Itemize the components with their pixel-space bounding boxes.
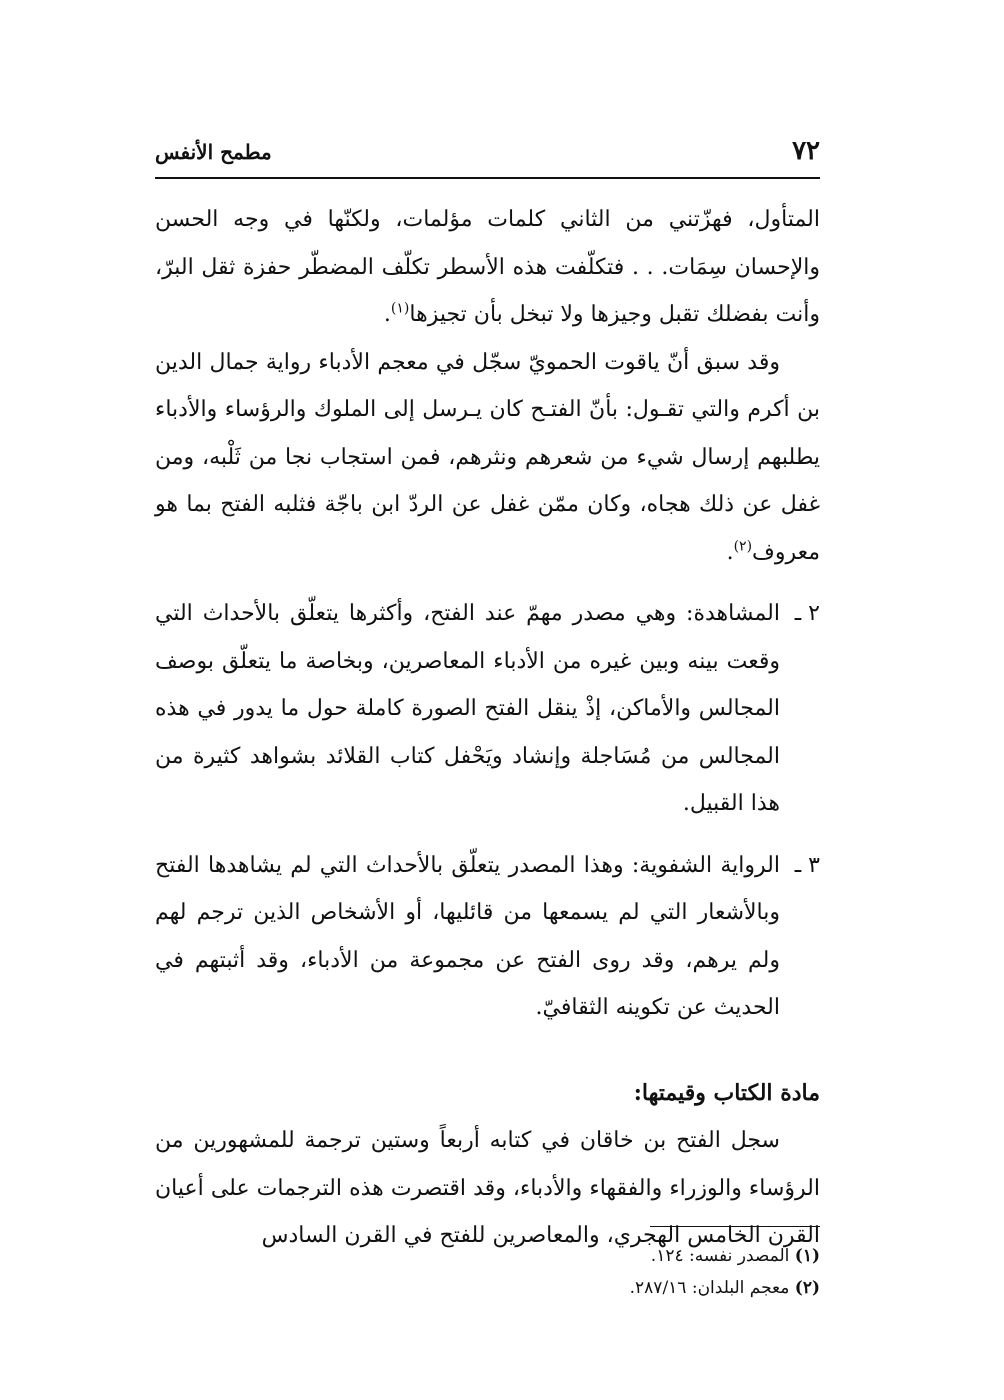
list-item-3 xyxy=(155,842,820,1032)
list-item-text: الرواية الشفوية: وهذا المصدر يتعلّق بالأحداث التي لم يشاهدها الفتح وبالأشعار التي لم يسمعها من قائليها، أو الأشخاص الذين ترجم لهم ولم يرهم، وقد روى الفتح عن مجموعة من الأدباء، وقد أثبتهم في الحديث عن تكوينه الثقافيّ. xyxy=(155,852,780,1020)
footnotes xyxy=(184,1240,820,1304)
page-header xyxy=(155,136,820,176)
list-number: ٣ ـ xyxy=(794,852,820,878)
section-heading: مادة الكتاب وقيمتها: xyxy=(633,1079,820,1106)
paragraph-3: سجل الفتح بن خاقان في كتابه أربعاً وستين ترجمة للمشهورين من الرؤساء والوزراء والفقهاء والأدباء، وقد اقتصرت هذه الترجمات على أعيان القرن الخامس الهجري، والمعاصرين للفتح في القرن السادس xyxy=(155,1128,820,1248)
list-item-2 xyxy=(155,590,820,828)
paragraph-1: المتأول، فهزّتني من الثاني كلمات مؤلمات، ولكنّها في وجه الحسن والإحسان سِمَات. . . فتكلّفت هذه الأسطر تكلّف المضطّر حفزة ثقل البرّ، وأنت بفضلك تقبل وجيزها ولا تبخل بأن تجيزها$^{(١)}$. xyxy=(155,207,820,327)
footnote-divider xyxy=(650,1226,820,1227)
paragraph-2: وقد سبق أنّ ياقوت الحمويّ سجّل في معجم الأدباء رواية جمال الدين بن أكرم والتي تقـول: بأنّ الفتـح كان يـرسل إلى الملوك والرؤساء والأدباء يطلبهم إرسال شيء من شعرهم ونثرهم، فمن استجاب نجا من ثَلْبه، ومن غفل عن ذلك هجاه، وكان ممّن غفل عن الردّ ابن باجّة فثلبه الفتح بما هو معروف$^{(٢)}$. xyxy=(155,349,820,565)
page-number: ٧٢ xyxy=(792,136,820,166)
footnote-ref-1: (١) xyxy=(390,300,410,317)
list-item-text: المشاهدة: وهي مصدر مهمّ عند الفتح، وأكثرها يتعلّق بالأحداث التي وقعت بينه وبين غيره من الأدباء المعاصرين، وبخاصة ما يتعلّق بوصف المجالس والأماكن، إذْ ينقل الفتح الصورة كاملة حول ما يدور في هذه المجالس من مُسَاجلة وإنشاد ويَحْفل كتاب القلائد بشواهد كثيرة من هذا القبيل. xyxy=(155,601,780,816)
running-title: مطمح الأنفس xyxy=(155,140,272,164)
footnote-2: (٢) معجم البلدان: ٢٨٧/١٦. xyxy=(629,1278,820,1298)
header-divider xyxy=(155,177,820,179)
page-body xyxy=(155,196,820,1260)
footnote-ref-2: (٢) xyxy=(733,538,753,555)
list-number: ٢ ـ xyxy=(794,601,820,626)
footnote-1: (١) المصدر نفسه: ١٢٤. xyxy=(650,1246,820,1266)
